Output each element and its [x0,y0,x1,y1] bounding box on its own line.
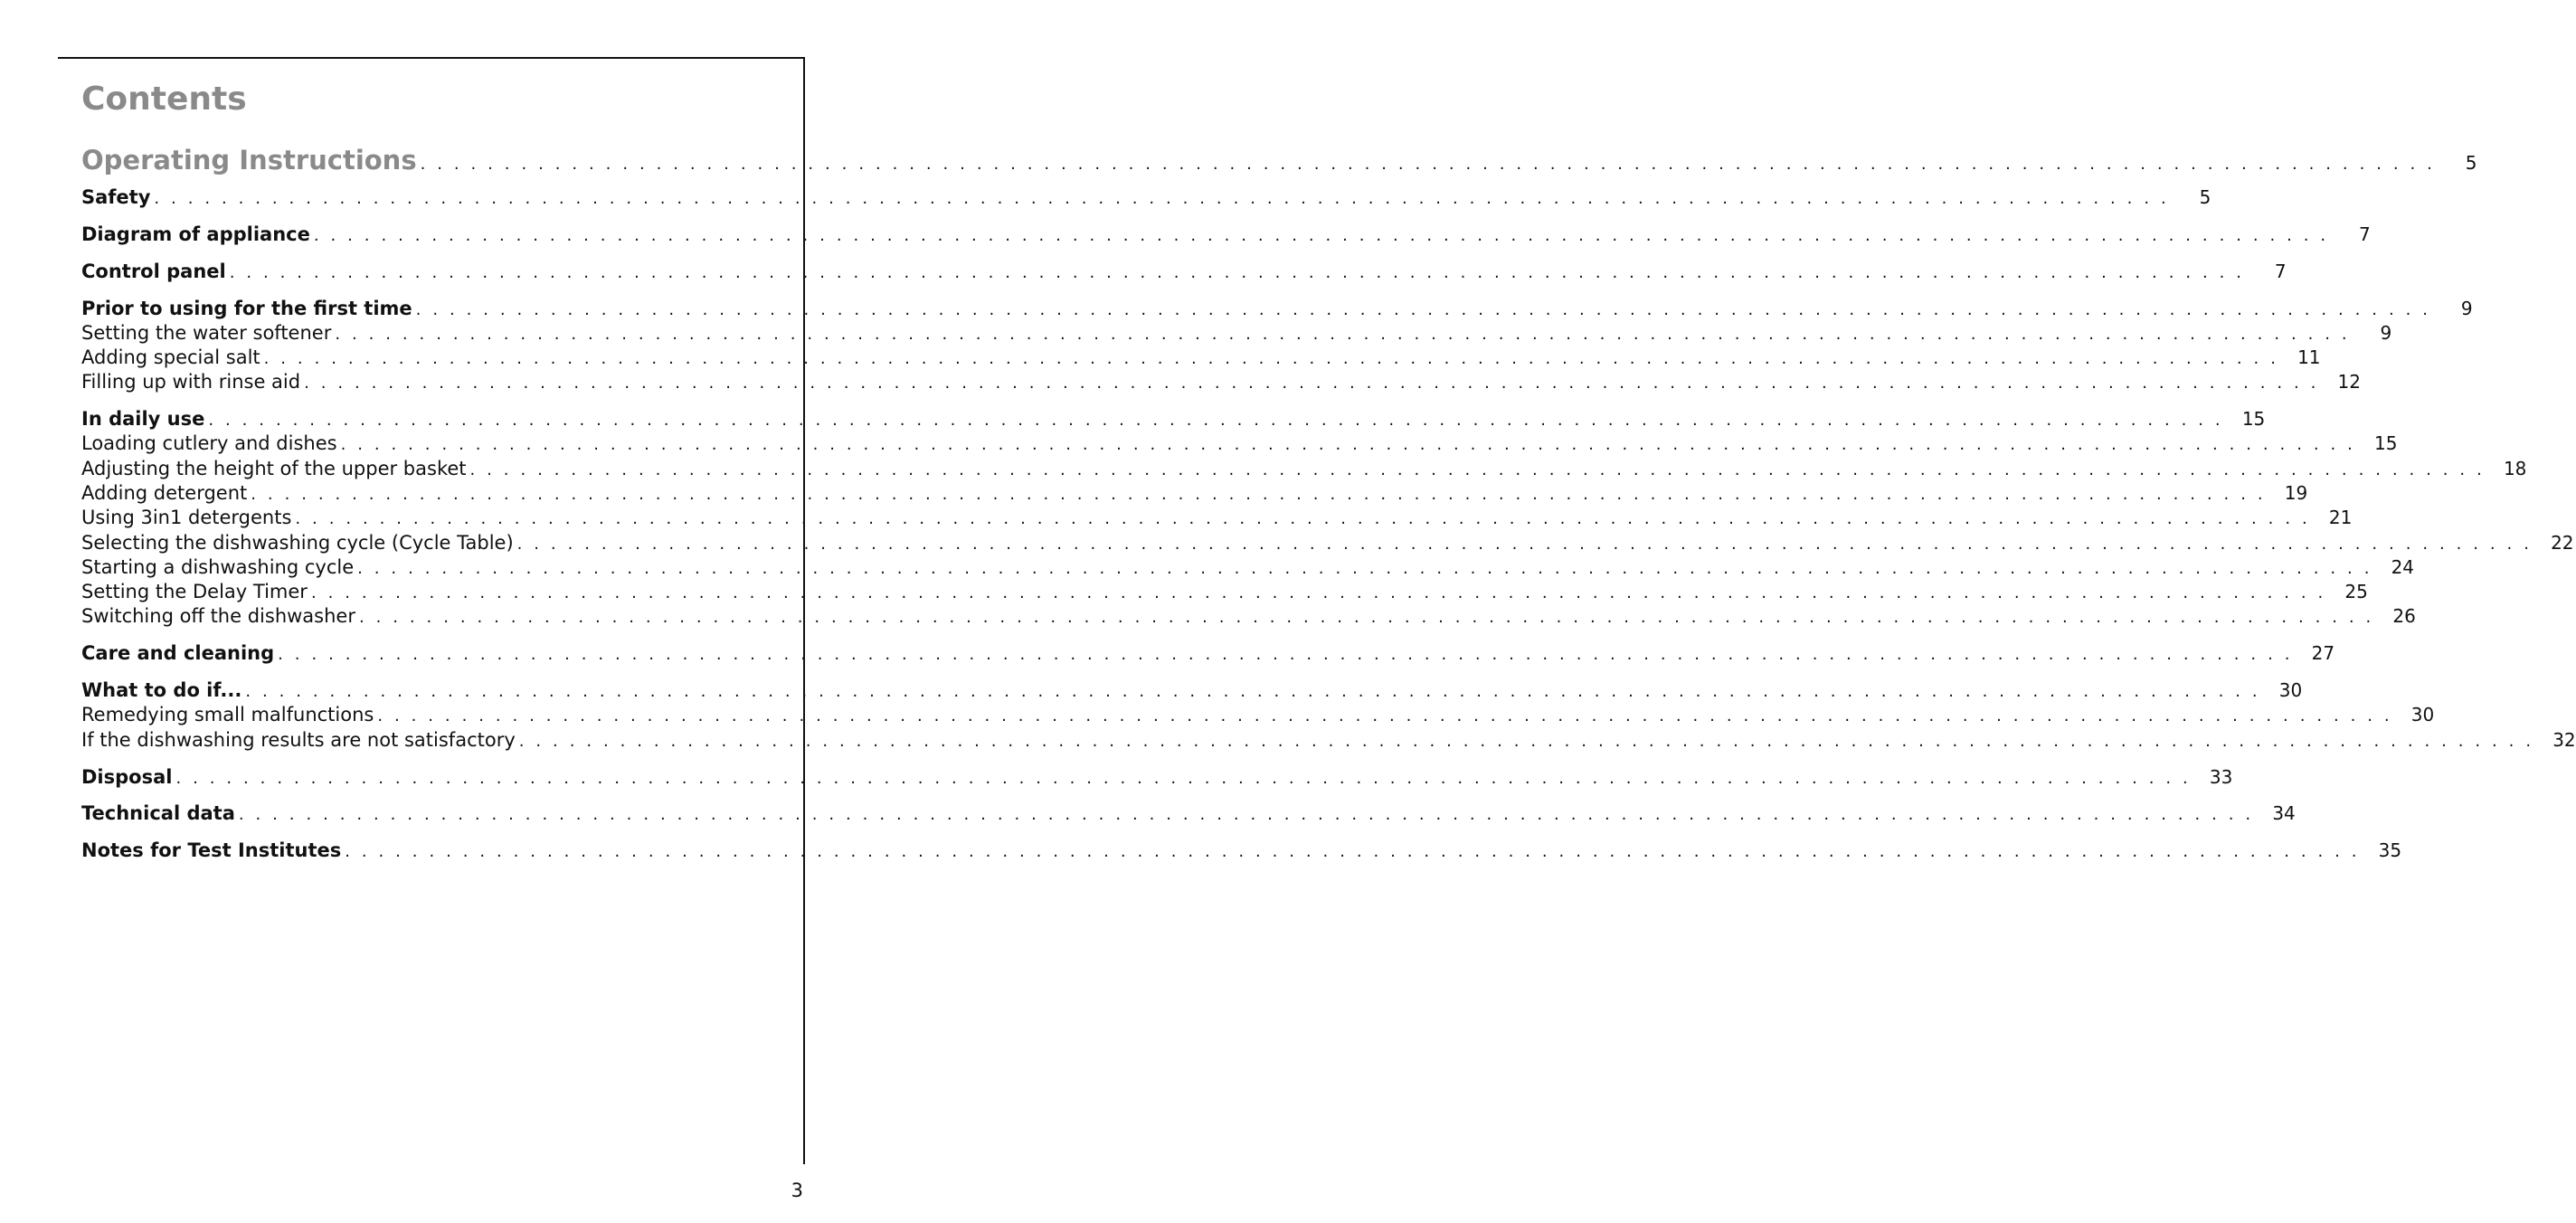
toc-entry-page: 26 [2392,605,2416,627]
toc-entry-label: Loading cutlery and dishes [81,431,341,456]
toc-leader-dots: . . . . . . . . . . . . . . . . . . . . . . . . . . . . . . . . . . . . . . . . . . . . . . . . . . . . . . . . . . . . . . . . . . . . . . . . . . . . . . . . . . . . . . . . . . . . . . . . . . . . . . . . . . . . . . . . . . . . . . . . [335,325,2351,344]
toc-entry-page: 30 [2410,704,2435,725]
toc-entry [81,764,2233,790]
toc-entry-label: Technical data [81,801,239,826]
toc-entry [81,144,2477,176]
toc-entry [81,185,2211,210]
toc-entry-label: Setting the Delay Timer [81,579,311,604]
toc-leader-dots: . . . . . . . . . . . . . . . . . . . . . . . . . . . . . . . . . . . . . . . . . . . . . . . . . . . . . . . . . . . . . . . . . . . . . . . . . . . . . . . . . . . . . . . . . . . . . . . . . . . . . . . . . . . . . . . . . . . . . . . . [420,155,2436,174]
toc-entry-label: Switching off the dishwasher [81,603,359,629]
toc-entry-label: Setting the water softener [81,320,335,346]
toc-entry-page: 18 [2503,458,2527,479]
toc-leader-dots: . . . . . . . . . . . . . . . . . . . . . . . . . . . . . . . . . . . . . . . . . . . . . . . . . . . . . . . . . . . . . . . . . . . . . . . . . . . . . . . . . . . . . . . . . . . . . . . . . . . . . . . . . . . . . . . . . . . . . . . . [175,769,2192,788]
toc-entry-label: Starting a dishwashing cycle [81,555,357,580]
toc-entry-label: Disposal [81,764,175,790]
toc-leader-dots: . . . . . . . . . . . . . . . . . . . . . . . . . . . . . . . . . . . . . . . . . . . . . . . . . . . . . . . . . . . . . . . . . . . . . . . . . . . . . . . . . . . . . . . . . . . . . . . . . . . . . . . . . . . . . . . . . . . . . . . . [154,189,2170,208]
toc-entry [81,222,2371,247]
toc-leader-dots: . . . . . . . . . . . . . . . . . . . . . . . . . . . . . . . . . . . . . . . . . . . . . . . . . . . . . . . . . . . . . . . . . . . . . . . . . . . . . . . . . . . . . . . . . . . . . . . . . . . . . . . . . . . . . . . . . . . . . . . . [295,509,2311,528]
toc-entry-page: 30 [2278,679,2303,701]
toc-entry-label: Adding detergent [81,480,251,506]
toc-entry-page: 32 [2552,729,2576,751]
toc-entry-label: Operating Instructions [81,144,421,176]
toc-entry [81,320,2392,346]
toc-entry-label: Diagram of appliance [81,222,314,247]
toc-leader-dots: . . . . . . . . . . . . . . . . . . . . . . . . . . . . . . . . . . . . . . . . . . . . . . . . . . . . . . . . . . . . . . . . . . . . . . . . . . . . . . . . . . . . . . . . . . . . . . . . . . . . . . . . . . . . . . . . . . . . . . . . [415,300,2431,319]
toc-entry-page: 25 [2344,581,2368,602]
toc-entry [81,369,2361,394]
toc-entry [81,678,2303,703]
toc-entry-label: Using 3in1 detergents [81,505,295,530]
toc-leader-dots: . . . . . . . . . . . . . . . . . . . . . . . . . . . . . . . . . . . . . . . . . . . . . . . . . . . . . . . . . . . . . . . . . . . . . . . . . . . . . . . . . . . . . . . . . . . . . . . . . . . . . . . . . . . . . . . . . . . . . . . . [518,732,2534,751]
toc-entry [81,579,2368,604]
top-rule [58,57,805,59]
toc-entry-label: Filling up with rinse aid [81,369,304,394]
toc-entry [81,259,2287,284]
toc-leader-dots: . . . . . . . . . . . . . . . . . . . . . . . . . . . . . . . . . . . . . . . . . . . . . . . . . . . . . . . . . . . . . . . . . . . . . . . . . . . . . . . . . . . . . . . . . . . . . . . . . . . . . . . . . . . . . . . . . . . . . . . . [516,535,2533,554]
toc-leader-dots: . . . . . . . . . . . . . . . . . . . . . . . . . . . . . . . . . . . . . . . . . . . . . . . . . . . . . . . . . . . . . . . . . . . . . . . . . . . . . . . . . . . . . . . . . . . . . . . . . . . . . . . . . . . . . . . . . . . . . . . . [313,226,2329,245]
toc-entry-label: Remedying small malfunctions [81,702,377,727]
toc-entry-page: 5 [2199,186,2211,208]
toc-leader-dots: . . . . . . . . . . . . . . . . . . . . . . . . . . . . . . . . . . . . . . . . . . . . . . . . . . . . . . . . . . . . . . . . . . . . . . . . . . . . . . . . . . . . . . . . . . . . . . . . . . . . . . . . . . . . . . . . . . . . . . . . [245,682,2261,701]
toc-entry-label: In daily use [81,406,208,431]
toc-entry-page: 21 [2328,507,2353,528]
toc-entry [81,480,2308,506]
toc-entry-page: 24 [2391,556,2415,578]
toc-entry-page: 15 [2374,432,2398,454]
toc-entry [81,702,2435,727]
toc-entry-page: 22 [2551,532,2574,554]
toc-leader-dots: . . . . . . . . . . . . . . . . . . . . . . . . . . . . . . . . . . . . . . . . . . . . . . . . . . . . . . . . . . . . . . . . . . . . . . . . . . . . . . . . . . . . . . . . . . . . . . . . . . . . . . . . . . . . . . . . . . . . . . . . [304,374,2319,393]
toc-entry-label: Control panel [81,259,230,284]
toc-leader-dots: . . . . . . . . . . . . . . . . . . . . . . . . . . . . . . . . . . . . . . . . . . . . . . . . . . . . . . . . . . . . . . . . . . . . . . . . . . . . . . . . . . . . . . . . . . . . . . . . . . . . . . . . . . . . . . . . . . . . . . . . [263,349,2279,368]
toc-entry-page: 33 [2209,766,2233,788]
toc-leader-dots: . . . . . . . . . . . . . . . . . . . . . . . . . . . . . . . . . . . . . . . . . . . . . . . . . . . . . . . . . . . . . . . . . . . . . . . . . . . . . . . . . . . . . . . . . . . . . . . . . . . . . . . . . . . . . . . . . . . . . . . . [377,706,2393,725]
toc-entry-label: Care and cleaning [81,640,278,666]
toc-leader-dots: . . . . . . . . . . . . . . . . . . . . . . . . . . . . . . . . . . . . . . . . . . . . . . . . . . . . . . . . . . . . . . . . . . . . . . . . . . . . . . . . . . . . . . . . . . . . . . . . . . . . . . . . . . . . . . . . . . . . . . . . [238,805,2254,824]
page-number: 3 [791,1180,803,1201]
toc-entry [81,555,2415,580]
toc-entry-label: Adding special salt [81,345,264,370]
toc-entry-label: What to do if... [81,678,245,703]
toc-entry-label: Prior to using for the first time [81,296,416,321]
toc-leader-dots: . . . . . . . . . . . . . . . . . . . . . . . . . . . . . . . . . . . . . . . . . . . . . . . . . . . . . . . . . . . . . . . . . . . . . . . . . . . . . . . . . . . . . . . . . . . . . . . . . . . . . . . . . . . . . . . . . . . . . . . . [208,411,2224,430]
toc-entry [81,603,2416,629]
toc-entry [81,431,2398,456]
toc-entry-label: Safety [81,185,154,210]
toc-entry-page: 12 [2337,371,2361,393]
toc-entry [81,838,2402,863]
toc-entry-page: 7 [2274,261,2287,282]
toc-entry [81,640,2335,666]
toc-leader-dots: . . . . . . . . . . . . . . . . . . . . . . . . . . . . . . . . . . . . . . . . . . . . . . . . . . . . . . . . . . . . . . . . . . . . . . . . . . . . . . . . . . . . . . . . . . . . . . . . . . . . . . . . . . . . . . . . . . . . . . . . [229,263,2245,282]
toc-entry [81,456,2527,481]
toc-leader-dots: . . . . . . . . . . . . . . . . . . . . . . . . . . . . . . . . . . . . . . . . . . . . . . . . . . . . . . . . . . . . . . . . . . . . . . . . . . . . . . . . . . . . . . . . . . . . . . . . . . . . . . . . . . . . . . . . . . . . . . . . [469,460,2486,479]
toc-entry-page: 35 [2378,839,2402,861]
toc-entry [81,406,2266,431]
toc-entry-page: 5 [2465,152,2477,174]
toc-entry [81,727,2576,753]
toc-entry-page: 7 [2359,223,2371,245]
toc-leader-dots: . . . . . . . . . . . . . . . . . . . . . . . . . . . . . . . . . . . . . . . . . . . . . . . . . . . . . . . . . . . . . . . . . . . . . . . . . . . . . . . . . . . . . . . . . . . . . . . . . . . . . . . . . . . . . . . . . . . . . . . . [278,645,2294,664]
toc-entry-label: Selecting the dishwashing cycle (Cycle Table) [81,530,517,555]
toc-entry [81,345,2321,370]
toc-leader-dots: . . . . . . . . . . . . . . . . . . . . . . . . . . . . . . . . . . . . . . . . . . . . . . . . . . . . . . . . . . . . . . . . . . . . . . . . . . . . . . . . . . . . . . . . . . . . . . . . . . . . . . . . . . . . . . . . . . . . . . . . [357,559,2373,578]
toc-leader-dots: . . . . . . . . . . . . . . . . . . . . . . . . . . . . . . . . . . . . . . . . . . . . . . . . . . . . . . . . . . . . . . . . . . . . . . . . . . . . . . . . . . . . . . . . . . . . . . . . . . . . . . . . . . . . . . . . . . . . . . . . [345,842,2361,861]
toc-entry-page: 11 [2297,346,2321,368]
toc-entry [81,801,2296,826]
toc-entry-label: Notes for Test Institutes [81,838,345,863]
toc-entry-page: 19 [2284,482,2308,504]
toc-entry-page: 27 [2311,642,2335,664]
toc-entry-page: 9 [2460,298,2473,319]
toc-leader-dots: . . . . . . . . . . . . . . . . . . . . . . . . . . . . . . . . . . . . . . . . . . . . . . . . . . . . . . . . . . . . . . . . . . . . . . . . . . . . . . . . . . . . . . . . . . . . . . . . . . . . . . . . . . . . . . . . . . . . . . . . [358,608,2374,627]
toc-entry [81,505,2353,530]
toc-leader-dots: . . . . . . . . . . . . . . . . . . . . . . . . . . . . . . . . . . . . . . . . . . . . . . . . . . . . . . . . . . . . . . . . . . . . . . . . . . . . . . . . . . . . . . . . . . . . . . . . . . . . . . . . . . . . . . . . . . . . . . . . [340,435,2356,454]
toc-entry-label: Adjusting the height of the upper basket [81,456,470,481]
toc-entry-label: If the dishwashing results are not satisfactory [81,727,519,753]
toc-entry-page: 15 [2241,408,2266,430]
toc-entry-page: 9 [2380,322,2392,344]
page-title: Contents [81,81,247,118]
toc-entry [81,296,2473,321]
toc-entry-page: 34 [2272,802,2296,824]
toc-entry [81,530,2574,555]
toc-leader-dots: . . . . . . . . . . . . . . . . . . . . . . . . . . . . . . . . . . . . . . . . . . . . . . . . . . . . . . . . . . . . . . . . . . . . . . . . . . . . . . . . . . . . . . . . . . . . . . . . . . . . . . . . . . . . . . . . . . . . . . . . [251,485,2267,504]
toc-leader-dots: . . . . . . . . . . . . . . . . . . . . . . . . . . . . . . . . . . . . . . . . . . . . . . . . . . . . . . . . . . . . . . . . . . . . . . . . . . . . . . . . . . . . . . . . . . . . . . . . . . . . . . . . . . . . . . . . . . . . . . . . [310,583,2326,602]
